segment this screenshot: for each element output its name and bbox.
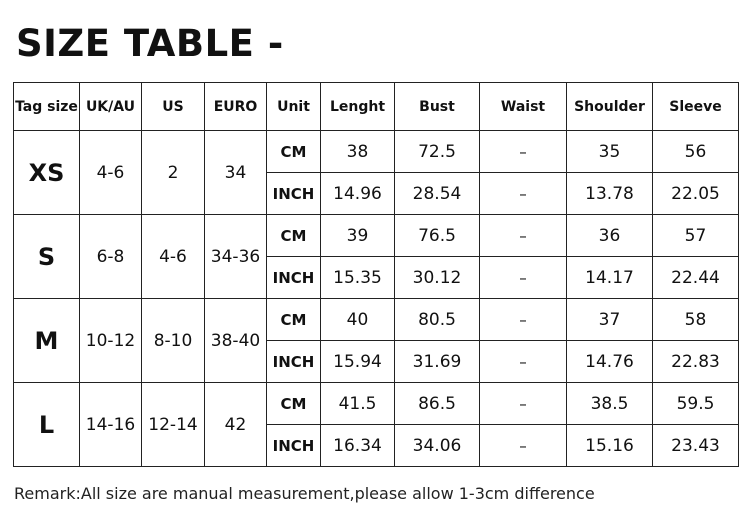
header-uk-au: UK/AU (80, 83, 142, 131)
waist-cell: – (480, 383, 567, 425)
unit-cell: CM (267, 299, 321, 341)
bust-cell: 30.12 (395, 257, 480, 299)
unit-cell: INCH (267, 257, 321, 299)
length-cell: 40 (321, 299, 395, 341)
us-cell: 2 (142, 131, 205, 215)
length-cell: 16.34 (321, 425, 395, 467)
length-cell: 41.5 (321, 383, 395, 425)
bust-cell: 72.5 (395, 131, 480, 173)
waist-cell: – (480, 341, 567, 383)
shoulder-cell: 14.17 (567, 257, 653, 299)
unit-cell: CM (267, 383, 321, 425)
euro-cell: 34 (205, 131, 267, 215)
shoulder-cell: 35 (567, 131, 653, 173)
header-euro: EURO (205, 83, 267, 131)
header-unit: Unit (267, 83, 321, 131)
waist-cell: – (480, 215, 567, 257)
us-cell: 12-14 (142, 383, 205, 467)
unit-cell: CM (267, 131, 321, 173)
size-table (13, 82, 739, 467)
euro-cell: 42 (205, 383, 267, 467)
page-title: SIZE TABLE - (16, 22, 284, 65)
bust-cell: 34.06 (395, 425, 480, 467)
sleeve-cell: 23.43 (653, 425, 739, 467)
uk-au-cell: 10-12 (80, 299, 142, 383)
waist-cell: – (480, 425, 567, 467)
unit-cell: INCH (267, 425, 321, 467)
uk-au-cell: 4-6 (80, 131, 142, 215)
sleeve-cell: 58 (653, 299, 739, 341)
header-tag-size: Tag size (14, 83, 80, 131)
header-us: US (142, 83, 205, 131)
table-row (14, 383, 739, 425)
uk-au-cell: 6-8 (80, 215, 142, 299)
shoulder-cell: 38.5 (567, 383, 653, 425)
bust-cell: 28.54 (395, 173, 480, 215)
waist-cell: – (480, 299, 567, 341)
table-row (14, 131, 739, 173)
uk-au-cell: 14-16 (80, 383, 142, 467)
tag-size-cell: L (14, 383, 80, 467)
shoulder-cell: 37 (567, 299, 653, 341)
table-row (14, 299, 739, 341)
shoulder-cell: 14.76 (567, 341, 653, 383)
sleeve-cell: 22.44 (653, 257, 739, 299)
bust-cell: 86.5 (395, 383, 480, 425)
header-bust: Bust (395, 83, 480, 131)
header-sleeve: Sleeve (653, 83, 739, 131)
length-cell: 15.35 (321, 257, 395, 299)
header-waist: Waist (480, 83, 567, 131)
shoulder-cell: 15.16 (567, 425, 653, 467)
waist-cell: – (480, 257, 567, 299)
tag-size-cell: M (14, 299, 80, 383)
sleeve-cell: 22.05 (653, 173, 739, 215)
bust-cell: 76.5 (395, 215, 480, 257)
length-cell: 14.96 (321, 173, 395, 215)
unit-cell: INCH (267, 173, 321, 215)
length-cell: 38 (321, 131, 395, 173)
euro-cell: 34-36 (205, 215, 267, 299)
length-cell: 39 (321, 215, 395, 257)
unit-cell: CM (267, 215, 321, 257)
us-cell: 4-6 (142, 215, 205, 299)
shoulder-cell: 36 (567, 215, 653, 257)
shoulder-cell: 13.78 (567, 173, 653, 215)
length-cell: 15.94 (321, 341, 395, 383)
sleeve-cell: 57 (653, 215, 739, 257)
waist-cell: – (480, 173, 567, 215)
tag-size-cell: XS (14, 131, 80, 215)
sleeve-cell: 59.5 (653, 383, 739, 425)
table-row (14, 215, 739, 257)
bust-cell: 31.69 (395, 341, 480, 383)
remark-note: Remark:All size are manual measurement,please allow 1-3cm difference (14, 484, 595, 503)
waist-cell: – (480, 131, 567, 173)
header-row (14, 83, 739, 131)
sleeve-cell: 56 (653, 131, 739, 173)
header-shoulder: Shoulder (567, 83, 653, 131)
unit-cell: INCH (267, 341, 321, 383)
us-cell: 8-10 (142, 299, 205, 383)
header-length: Lenght (321, 83, 395, 131)
euro-cell: 38-40 (205, 299, 267, 383)
bust-cell: 80.5 (395, 299, 480, 341)
tag-size-cell: S (14, 215, 80, 299)
sleeve-cell: 22.83 (653, 341, 739, 383)
